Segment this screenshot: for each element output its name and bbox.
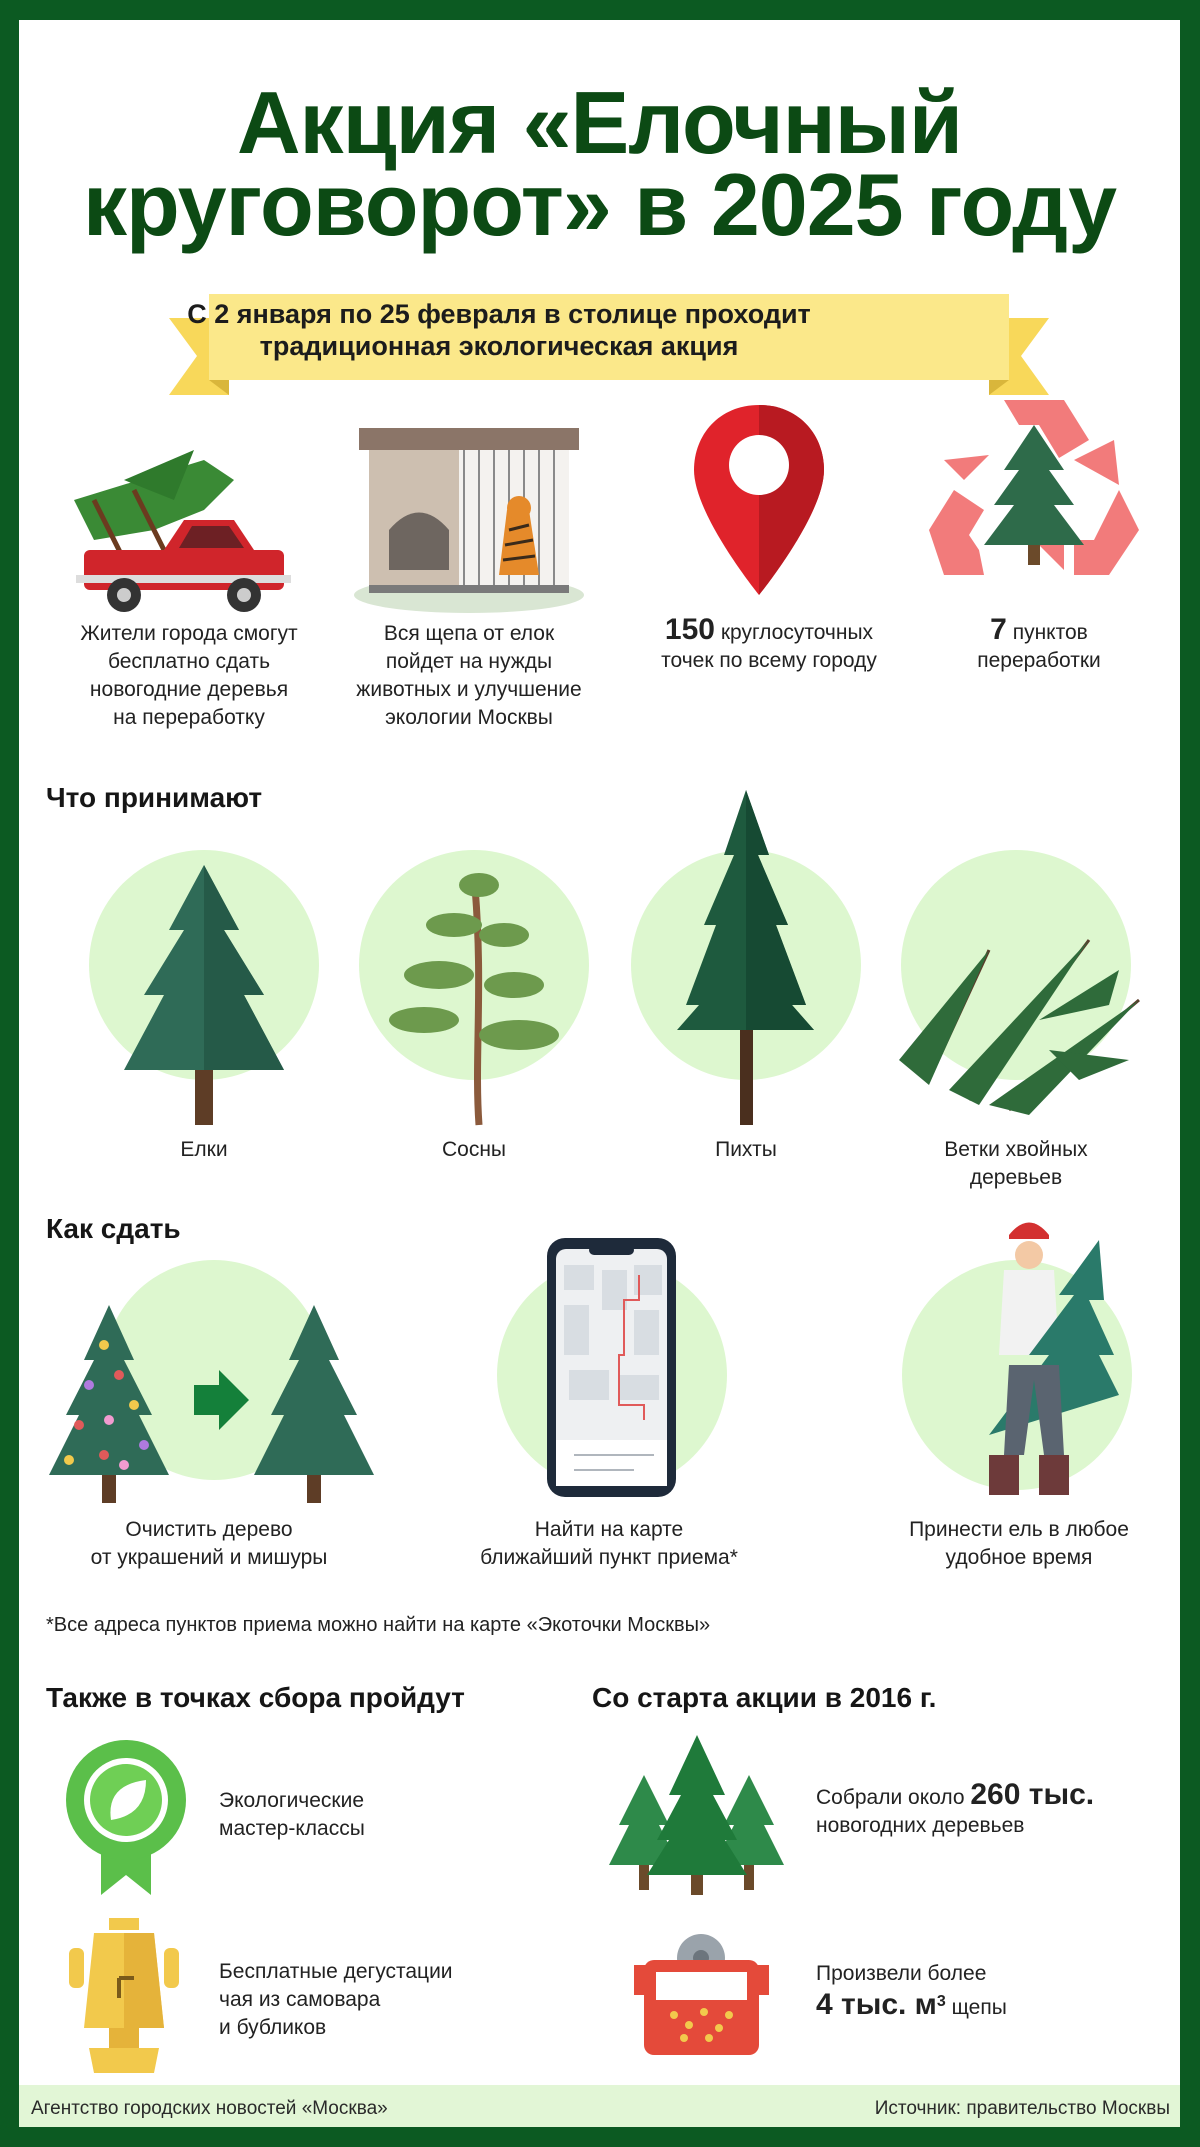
howto-step-2 bbox=[459, 1516, 759, 1572]
phone-map-icon bbox=[544, 1235, 679, 1500]
footer-agency: Агентство городских новостей «Москва» bbox=[31, 2098, 388, 2119]
extras-item-1-line: Экологические bbox=[219, 1789, 365, 1812]
extras-item-2-line: и бубликов bbox=[219, 2016, 327, 2039]
howto-step-1-line: от украшений и мишуры bbox=[90, 1546, 328, 1569]
extras-item-2-line: чая из самовара bbox=[219, 1988, 381, 2011]
intro-caption-2 bbox=[339, 620, 599, 732]
howto-step-2-line: Найти на карте bbox=[534, 1518, 684, 1541]
ribbon-line-2: традиционная экологическая акция bbox=[259, 331, 739, 361]
points-count: 150 bbox=[664, 613, 715, 646]
accepted-item-branches bbox=[896, 1136, 1136, 1192]
howto-step-3 bbox=[879, 1516, 1159, 1572]
accepted-item-spruce: Елки bbox=[180, 1138, 228, 1161]
conifer-branches-icon bbox=[889, 910, 1149, 1115]
decorated-to-clean-tree-icon bbox=[44, 1305, 384, 1505]
intro-caption-2-line: пойдет на нужды bbox=[385, 650, 553, 673]
tiger-enclosure-icon bbox=[349, 400, 589, 615]
ribbon-text bbox=[119, 298, 879, 362]
trees-collected-count: 260 тыс. bbox=[970, 1778, 1095, 1811]
accepted-heading: Что принимают bbox=[46, 782, 263, 813]
recycling-points-count: 7 bbox=[990, 613, 1007, 646]
intro-caption-3 bbox=[619, 613, 919, 675]
eco-badge-icon bbox=[61, 1735, 191, 1895]
map-pin-icon bbox=[689, 395, 829, 610]
intro-caption-1-line: Жители города смогут bbox=[80, 622, 298, 645]
accepted-item-branches-line: деревьев bbox=[969, 1166, 1063, 1189]
howto-step-1-line: Очистить дерево bbox=[125, 1518, 293, 1541]
infographic-card bbox=[19, 20, 1180, 2127]
truck-with-tree-icon bbox=[54, 440, 314, 620]
wood-chipper-icon bbox=[634, 1930, 769, 2060]
intro-caption-3-text: круглосуточных bbox=[714, 621, 874, 644]
fir-tree-icon bbox=[674, 785, 819, 1130]
intro-caption-1-line: бесплатно сдать bbox=[107, 650, 271, 673]
accepted-item-branches-line: Ветки хвойных bbox=[944, 1138, 1088, 1161]
stats-item-2 bbox=[816, 1960, 1156, 2022]
howto-step-3-line: удобное время bbox=[945, 1546, 1093, 1569]
extras-item-1 bbox=[219, 1787, 479, 1843]
intro-caption-2-line: экологии Москвы bbox=[385, 706, 553, 729]
howto-step-2-line: ближайший пункт приема* bbox=[480, 1546, 738, 1569]
recycle-tree-icon bbox=[924, 380, 1144, 590]
spruce-tree-icon bbox=[109, 860, 299, 1130]
person-carrying-tree-icon bbox=[949, 1215, 1159, 1505]
title-line-2: круговорот» в 2025 году bbox=[82, 155, 1117, 254]
intro-caption-1-line: новогодние деревья bbox=[89, 678, 289, 701]
stats-item-2-prefix: Произвели более bbox=[816, 1962, 987, 1985]
howto-step-1 bbox=[59, 1516, 359, 1572]
samovar-icon bbox=[64, 1918, 184, 2078]
chips-produced-amount: 4 тыс. м bbox=[816, 1988, 937, 2021]
cubic-superscript: 3 bbox=[936, 1993, 946, 2010]
stats-item-1-prefix: Собрали около bbox=[816, 1786, 971, 1809]
extras-item-1-line: мастер-классы bbox=[219, 1817, 365, 1840]
intro-caption-3-line: точек по всему городу bbox=[661, 649, 877, 672]
footer-source: Источник: правительство Москвы bbox=[874, 2098, 1170, 2119]
intro-caption-2-line: животных и улучшение bbox=[356, 678, 582, 701]
howto-step-3-line: Принести ель в любое bbox=[909, 1518, 1129, 1541]
accepted-item-fir: Пихты bbox=[715, 1138, 777, 1161]
intro-caption-4 bbox=[919, 613, 1159, 675]
extras-item-2 bbox=[219, 1958, 519, 2042]
intro-caption-2-line: Вся щепа от елок bbox=[383, 622, 555, 645]
ribbon-line-1: С 2 января по 25 февраля в столице проходит bbox=[187, 299, 811, 329]
footnote: *Все адреса пунктов приема можно найти на карте «Экоточки Москвы» bbox=[46, 1614, 711, 1636]
accepted-item-pine: Сосны bbox=[441, 1138, 507, 1161]
pine-tree-icon bbox=[379, 855, 569, 1130]
intro-caption-4-line: переработки bbox=[977, 649, 1101, 672]
intro-caption-1-line: на переработку bbox=[113, 706, 265, 729]
howto-heading: Как сдать bbox=[46, 1213, 181, 1244]
stats-heading: Со старта акции в 2016 г. bbox=[592, 1682, 937, 1713]
intro-caption-4-text: пунктов bbox=[1006, 621, 1088, 644]
stats-item-1 bbox=[816, 1778, 1156, 1840]
page-title bbox=[19, 73, 1180, 254]
intro-caption-1 bbox=[59, 620, 319, 732]
extras-item-2-line: Бесплатные дегустации bbox=[219, 1960, 453, 1983]
stats-item-1-suffix: новогодних деревьев bbox=[816, 1814, 1025, 1837]
extras-heading: Также в точках сбора пройдут bbox=[46, 1682, 465, 1713]
stats-item-2-suffix: щепы bbox=[945, 1996, 1007, 2019]
three-trees-icon bbox=[609, 1735, 784, 1895]
title-line-1: Акция «Елочный bbox=[236, 73, 963, 172]
